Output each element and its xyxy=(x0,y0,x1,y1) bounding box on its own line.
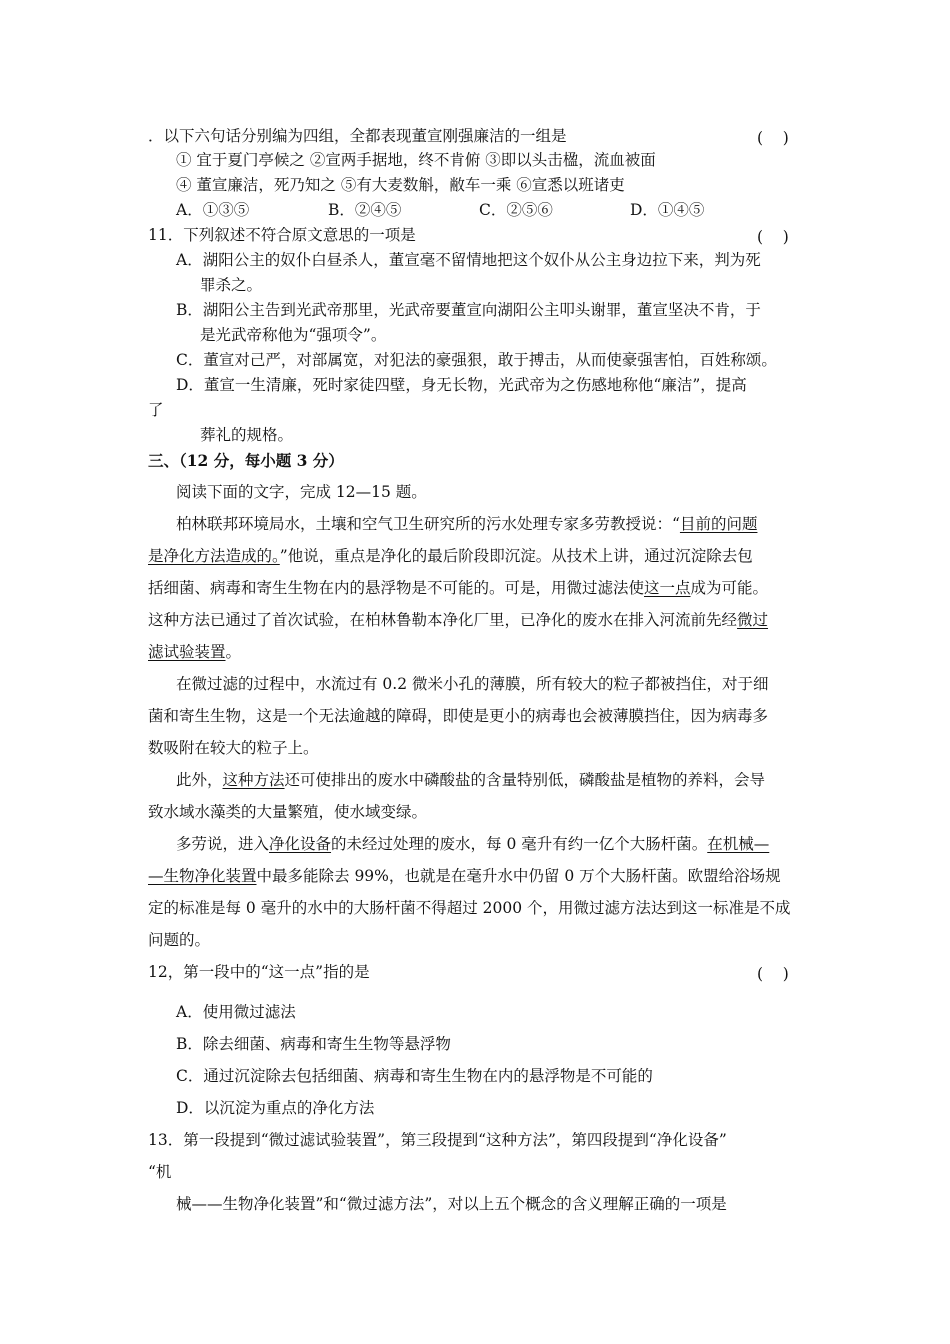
passage-p2-line-1: 在微过滤的过程中，水流过有 0.2 微米小孔的薄膜，所有较大的粒子都被挡住，对于细 xyxy=(176,675,769,693)
q11-stem: 11．下列叙述不符合原文意思的一项是 xyxy=(148,226,416,244)
passage-text: 中最多能除去 99%，也就是在毫升水中仍留 0 万个大肠杆菌。欧盟给浴场规 xyxy=(256,867,781,885)
q12-answer-bracket: ( ) xyxy=(757,965,789,983)
section-3-heading: 三、（12 分，每小题 3 分） xyxy=(148,451,344,470)
q12-option-a: A．使用微过滤法 xyxy=(176,1003,296,1021)
passage-p4-line-2 xyxy=(148,869,781,885)
underlined-phrase: 滤试验装置 xyxy=(148,643,226,661)
q11-option-c: C．董宣对己严，对部属宽，对犯法的豪强狠，敢于搏击，从而使豪强害怕，百姓称颂。 xyxy=(176,351,777,369)
underlined-phrase: 这一点 xyxy=(644,579,691,597)
passage-p1-line-3 xyxy=(148,581,768,597)
underlined-phrase: 是净化方法造成的。 xyxy=(148,547,280,565)
q10-choices-line-1: ① 宜于夏门亭候之 ②宣两手据地，终不肯俯 ③即以头击楹，流血被面 xyxy=(176,151,656,169)
passage-text: 成为可能。 xyxy=(690,579,769,597)
passage-text: ”他说，重点是净化的最后阶段即沉淀。从技术上讲，通过沉淀除去包 xyxy=(279,547,753,565)
q12-option-b: B．除去细菌、病毒和寄生生物等悬浮物 xyxy=(176,1035,451,1053)
passage-p2-line-3: 数吸附在较大的粒子上。 xyxy=(148,739,319,757)
q11-option-b-line-1: B．湖阳公主告到光武帝那里，光武帝要董宣向湖阳公主叩头谢罪，董宣坚决不肯，于 xyxy=(176,301,761,319)
passage-p4-line-1 xyxy=(176,837,769,853)
passage-text: 括细菌、病毒和寄生生物在内的悬浮物是不可能的。可是，用微过滤法使 xyxy=(148,579,645,597)
passage-p3-line-2: 致水域水藻类的大量繁殖，使水域变绿。 xyxy=(148,803,428,821)
passage-text: 此外， xyxy=(176,771,223,789)
underlined-phrase: 目前的问题 xyxy=(679,515,758,533)
passage-p1-line-4 xyxy=(148,613,768,629)
q10-option-c: C．②⑤⑥ xyxy=(479,201,553,219)
q10-option-d: D．①④⑤ xyxy=(630,201,705,219)
q13-stem-line-2: “机 xyxy=(148,1163,172,1181)
q10-stem: ．以下六句话分别编为四组，全都表现董宣刚强廉洁的一组是 xyxy=(148,127,567,145)
q13-stem-line-1: 13．第一段提到“微过滤试验装置”，第三段提到“这种方法”，第四段提到“净化设备” xyxy=(148,1131,727,1149)
passage-text: 多劳说，进入 xyxy=(176,835,270,853)
q12-stem: 12，第一段中的“这一点”指的是 xyxy=(148,963,370,981)
q11-option-b-line-2: 是光武帝称他为“强项令”。 xyxy=(200,326,387,344)
q10-option-a: A．①③⑤ xyxy=(176,201,250,219)
underlined-phrase: 这种方法 xyxy=(222,771,285,789)
q11-answer-bracket: ( ) xyxy=(757,228,789,246)
passage-text: 。 xyxy=(225,643,242,661)
passage-p3-line-1 xyxy=(176,773,765,789)
q10-option-b: B．②④⑤ xyxy=(328,201,402,219)
passage-p1-line-2 xyxy=(148,549,753,565)
underlined-phrase: 微过 xyxy=(737,611,769,629)
passage-p4-line-3: 定的标准是每 0 毫升的水中的大肠杆菌不得超过 2000 个，用微过滤方法达到这一标准是不成 xyxy=(148,899,791,917)
passage-text: 还可使排出的废水中磷酸盐的含量特别低，磷酸盐是植物的养料，会导 xyxy=(284,771,766,789)
passage-text: 柏林联邦环境局水，土壤和空气卫生研究所的污水处理专家多劳教授说：“ xyxy=(176,515,680,533)
q11-option-a-line-1: A．湖阳公主的奴仆白昼杀人，董宣毫不留情地把这个奴仆从公主身边拉下来，判为死 xyxy=(176,251,761,269)
q10-answer-bracket: ( ) xyxy=(757,129,789,147)
section-3-instruction: 阅读下面的文字，完成 12—15 题。 xyxy=(176,483,427,501)
q13-stem-line-3: 械——生物净化装置”和“微过滤方法”，对以上五个概念的含义理解正确的一项是 xyxy=(176,1195,727,1213)
q12-option-d: D．以沉淀为重点的净化方法 xyxy=(176,1099,375,1117)
q11-option-d-line-1: D．董宣一生清廉，死时家徒四壁，身无长物，光武帝为之伤感地称他“廉洁”，提高 xyxy=(176,376,747,394)
passage-p1-line-5 xyxy=(148,645,241,661)
passage-p2-line-2: 菌和寄生生物，这是一个无法逾越的障碍，即使是更小的病毒也会被薄膜挡住，因为病毒多 xyxy=(148,707,769,725)
passage-text: 的未经过处理的废水，每 0 毫升有约一亿个大肠杆菌。 xyxy=(331,835,708,853)
q10-choices-line-2: ④ 董宣廉洁，死乃知之 ⑤有大麦数斛，敝车一乘 ⑥宣悉以班诸吏 xyxy=(176,176,625,194)
passage-text: 这种方法已通过了首次试验，在柏林鲁勒本净化厂里，已净化的废水在排入河流前先经 xyxy=(148,611,738,629)
passage-p1-line-1 xyxy=(176,517,757,533)
q11-option-d-line-3: 葬礼的规格。 xyxy=(200,426,294,444)
q11-option-a-line-2: 罪杀之。 xyxy=(200,276,263,294)
underlined-phrase: —生物净化装置 xyxy=(148,867,257,885)
underlined-phrase: 在机械— xyxy=(707,835,770,853)
passage-p4-line-4: 问题的。 xyxy=(148,931,211,949)
q11-option-d-line-2: 了 xyxy=(148,401,164,419)
q12-option-c: C．通过沉淀除去包括细菌、病毒和寄生生物在内的悬浮物是不可能的 xyxy=(176,1067,653,1085)
underlined-phrase: 净化设备 xyxy=(269,835,332,853)
